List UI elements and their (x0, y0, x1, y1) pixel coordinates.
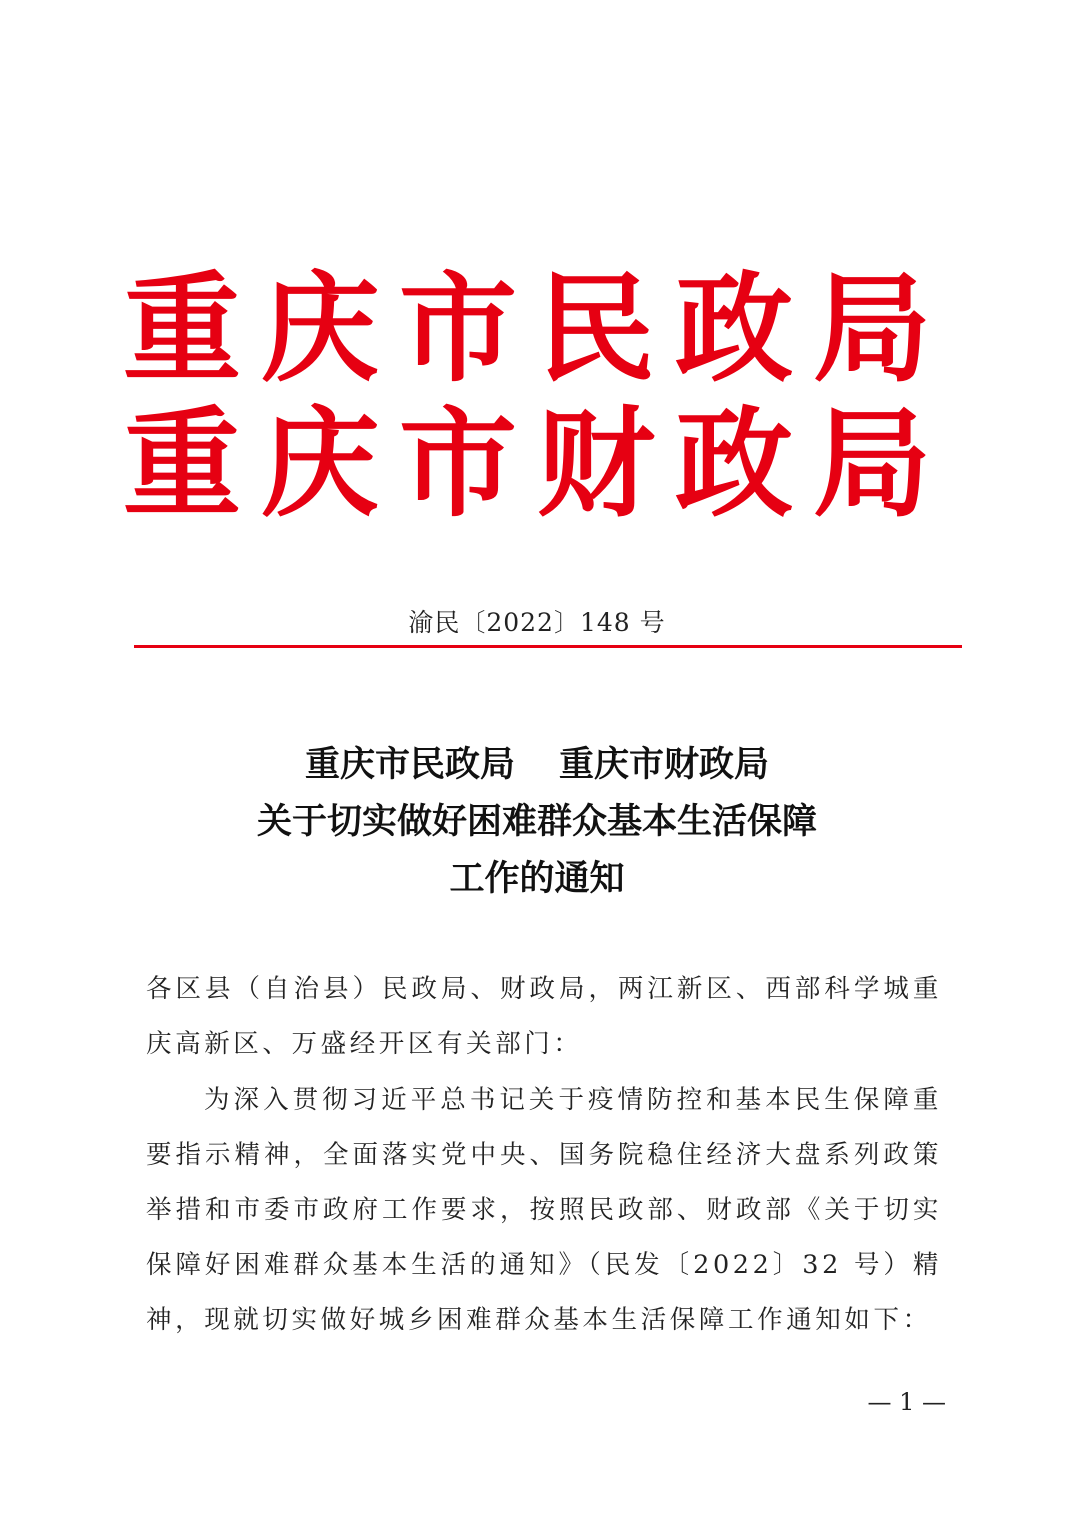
red-divider-line (134, 645, 962, 648)
title-issuer-2: 重庆市财政局 (559, 745, 770, 785)
issuer-header-civil-affairs: 重庆市民政局 (122, 259, 951, 398)
document-title-line-1 (0, 745, 1074, 785)
document-number: 渝民〔2022〕148 号 (408, 608, 666, 637)
page-number: — 1 — (867, 1388, 946, 1416)
addressee-paragraph: 各区县（自治县）民政局、财政局，两江新区、西部科学城重庆高新区、万盛经开区有关部门： (146, 974, 942, 1059)
title-issuer-1: 重庆市民政局 (304, 745, 515, 785)
issuer-header-finance: 重庆市财政局 (122, 394, 951, 533)
document-title-line-2: 关于切实做好困难群众基本生活保障 (256, 802, 817, 842)
document-title-line-3: 工作的通知 (449, 859, 625, 899)
body-paragraph-1: 为深入贯彻习近平总书记关于疫情防控和基本民生保障重要指示精神，全面落实党中央、国务院稳住经济大盘系列政策举措和市委市政府工作要求，按照民政部、财政部《关于切实保障好困难群众基本生活的通知》（民发〔2022〕32 号）精神，现就切实做好城乡困难群众基本生活保障工作通知如下： (146, 1085, 942, 1335)
